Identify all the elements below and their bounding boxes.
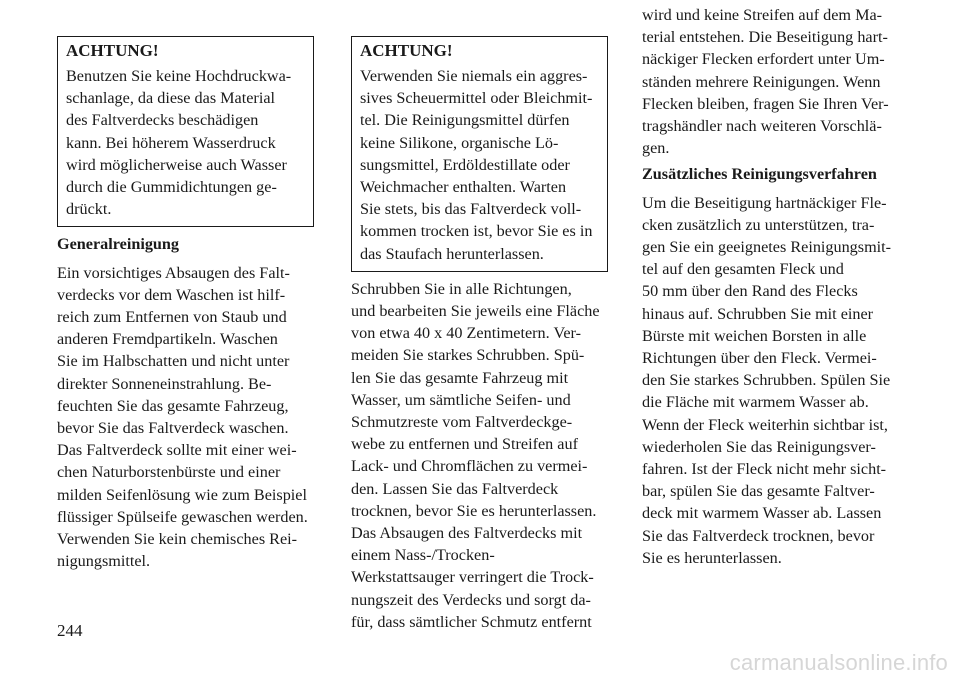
paragraph-general-cleaning: Ein vorsichtiges Absaugen des Falt- verdecks vor dem Waschen ist hilf- reich zum Entfernen von Staub und anderen Fremdpartikeln. Waschen Sie im Halbschatten und nicht unter direkter Sonneneinstrahlung. Be- feuchten Sie das gesamte Fahrzeug, bevor Sie das Faltverdeck waschen. Das Faltverdeck sollte mit einer wei- chen Naturborstenbürste und einer milden Seifenlösung wie zum Beispiel flüssiger Spülseife gewaschen werden. Verwenden Sie kein chemisches Rei- nigungsmittel. <box>57 263 308 571</box>
section-heading-additional-cleaning: Zusätzliches Reinigungsverfahren <box>642 165 877 184</box>
warning-text: Verwenden Sie niemals ein aggres- sives Scheuermittel oder Bleichmit- tel. Die Reinigungsmittel dürfen keine Silikone, organische Lö- sungsmittel, Erdöldestillate oder Weichmacher enthalten. Warten Sie stets, bis das Faltverdeck voll- kommen trocken ist, bevor Sie es in das Staufach herunterlassen. <box>360 67 593 263</box>
watermark: carmanualsonline.info <box>729 650 948 675</box>
section-heading-general-cleaning: Generalreinigung <box>57 235 180 254</box>
paragraph-stain-removal: wird und keine Streifen auf dem Ma- terial entstehen. Die Beseitigung hart- näckiger Flecken erfordert unter Um- ständen mehrere Reinigungen. Wenn Flecken bleiben, fragen Sie Ihren Ver- tragshändler nach weiteren Vorschlä- gen. <box>642 6 889 158</box>
warning-text: Benutzen Sie keine Hochdruckwa- schanlage, da diese das Material des Faltverdecks beschädigen kann. Bei höherem Wasserdruck wird möglicherweise auch Wasser durch die Gummidichtungen ge- drückt. <box>66 67 292 219</box>
warning-title: ACHTUNG! <box>66 41 159 60</box>
paragraph-additional-cleaning: Um die Beseitigung hartnäckiger Fle- cken zusätzlich zu unterstützen, tra- gen Sie ein geeignetes Reinigungsmit- tel auf den gesamten Fleck und 50 mm über den Rand des Flecks hinaus auf. Schrubben Sie mit einer Bürste mit weichen Borsten in alle Richtungen über den Fleck. Vermei- den Sie starkes Schrubben. Spülen Sie die Fläche mit warmem Wasser ab. Wenn der Fleck weiterhin sichtbar ist, wiederholen Sie das Reinigungsver- fahren. Ist der Fleck nicht mehr sicht- bar, spülen Sie das gesamte Faltver- deck mit warmem Wasser ab. Lassen Sie das Faltverdeck trocknen, bevor Sie es herunterlassen. <box>642 193 892 567</box>
column-right <box>642 4 899 573</box>
column-middle <box>351 36 608 637</box>
warning-box-pressure-washer <box>57 36 314 227</box>
warning-box-cleaning-agents <box>351 36 608 272</box>
column-left <box>57 36 314 576</box>
page-number: 244 <box>57 621 83 640</box>
paragraph-scrubbing: Schrubben Sie in alle Richtungen, und bearbeiten Sie jeweils eine Fläche von etwa 40 x 40 Zentimetern. Ver- meiden Sie starkes Schrubben. Spü- len Sie das gesamte Fahrzeug mit Wasser, um sämtliche Seifen- und Schmutzreste vom Faltverdeckge- webe zu entfernen und Streifen auf Lack- und Chromflächen zu vermei- den. Lassen Sie das Faltverdeck trocknen, bevor Sie es herunterlassen. Das Absaugen des Faltverdecks mit einem Nass-/Trocken- Werkstattsauger verringert die Trock- nungszeit des Verdecks und sorgt da- für, dass sämtlicher Schmutz entfernt <box>351 279 600 631</box>
warning-title: ACHTUNG! <box>360 41 453 60</box>
